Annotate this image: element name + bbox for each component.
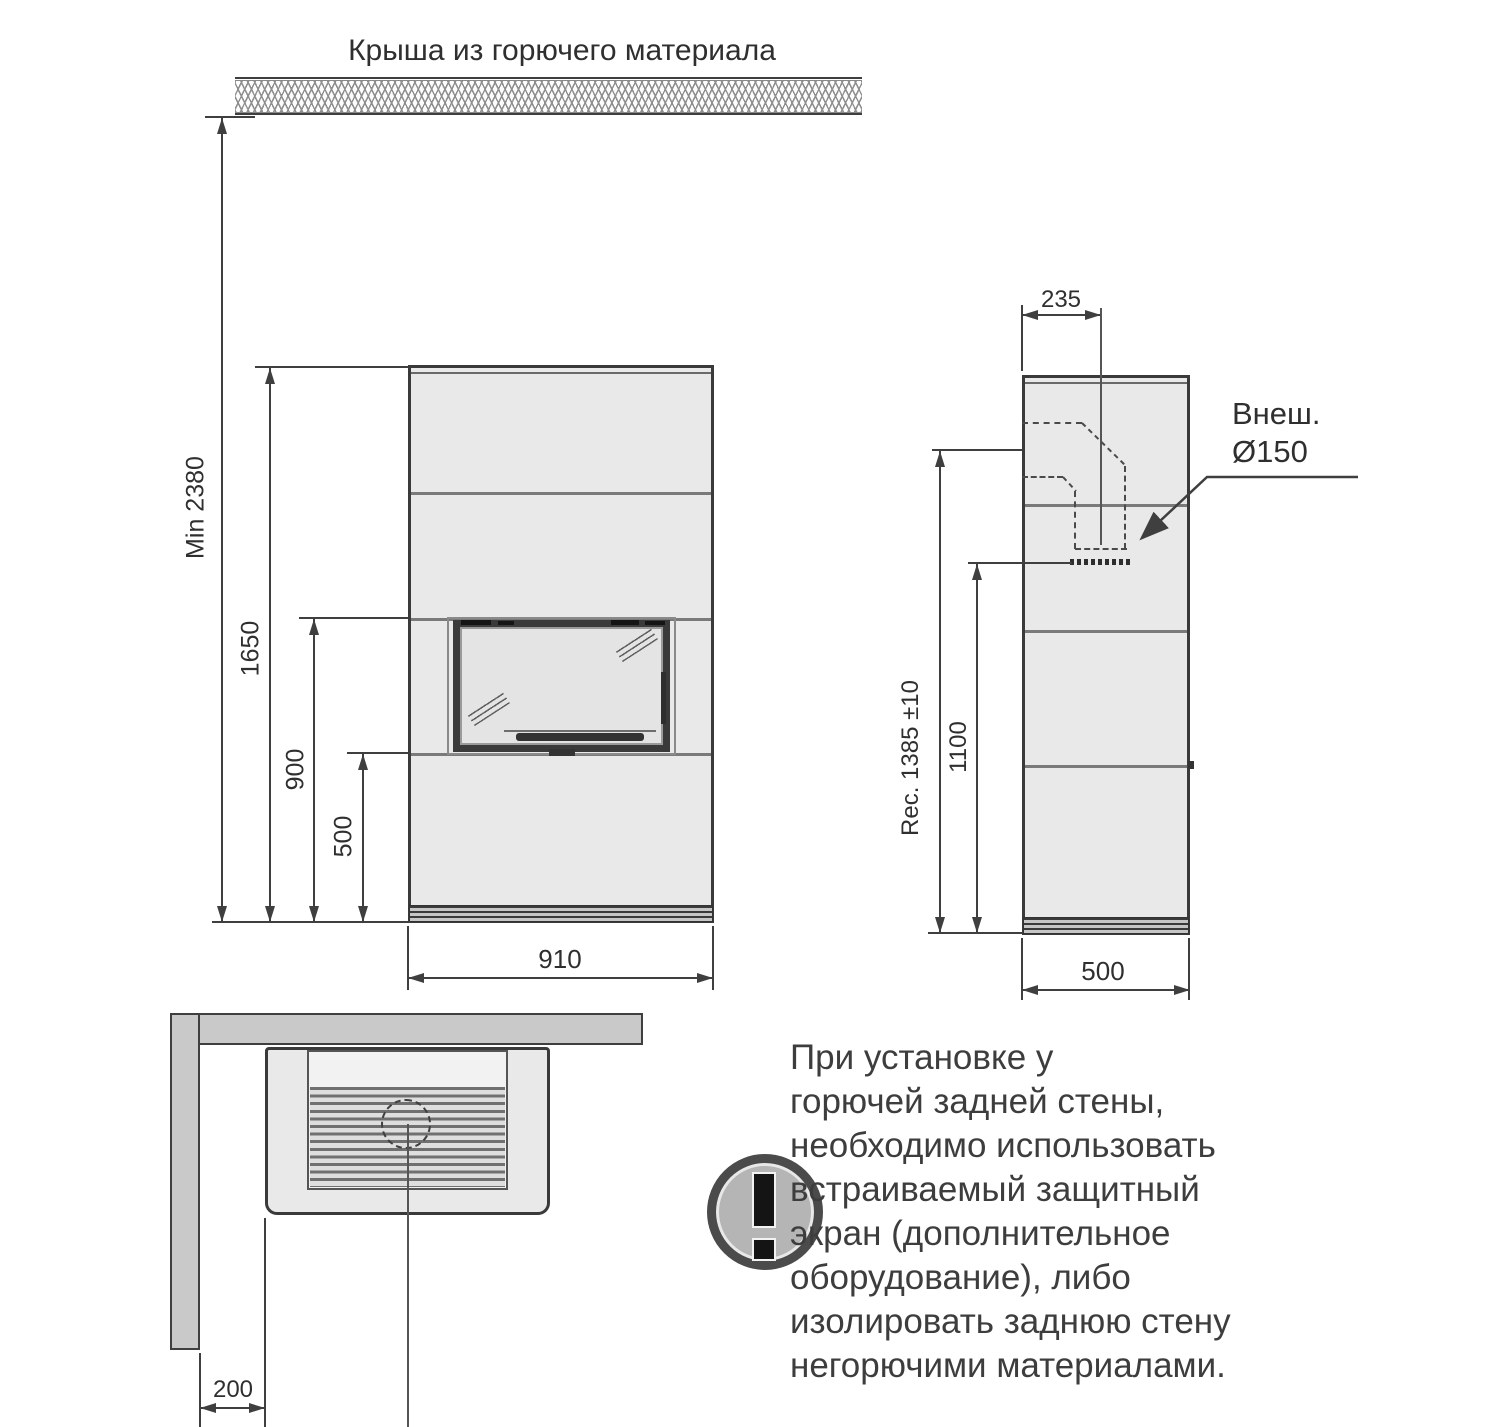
dim-arrow xyxy=(265,368,275,384)
dim-arrow xyxy=(200,1403,216,1413)
dim-arrow xyxy=(697,973,713,983)
dim-1100-line xyxy=(976,564,978,933)
dim-500s-line xyxy=(1022,989,1190,991)
firebox-vent-slot xyxy=(611,620,639,625)
side-latch-notch xyxy=(1188,761,1194,769)
warning-exclamation-dot xyxy=(752,1238,776,1261)
warning-text-line: негорючими материалами. xyxy=(790,1346,1226,1385)
dim-500s-label: 500 xyxy=(1081,956,1125,986)
warning-text-line: встраиваемый защитный xyxy=(790,1170,1200,1209)
side-panel-division-3 xyxy=(1025,765,1187,768)
side-plinth xyxy=(1023,917,1189,934)
dim-arrow xyxy=(1022,985,1038,995)
front-panel-division-1 xyxy=(411,492,711,495)
dim-arrow xyxy=(309,619,319,635)
flue-diameter-label-line1: Внеш. xyxy=(1232,396,1321,431)
warning-text xyxy=(790,1036,1350,1388)
dim-arrow xyxy=(972,917,982,933)
flue-diameter-label-line2: Ø150 xyxy=(1232,434,1308,469)
side-floor-line xyxy=(928,932,1022,934)
warning-text-line: При установке у xyxy=(790,1038,1054,1077)
dim-900-label: 900 xyxy=(281,748,310,791)
dim-arrow xyxy=(358,906,368,922)
dim-arrow xyxy=(935,917,945,933)
dim-rec1385-extension xyxy=(932,449,1022,451)
dim-rec1385-line xyxy=(939,451,941,933)
side-panel-division-1 xyxy=(1025,504,1187,507)
side-top-cap-line xyxy=(1025,382,1187,384)
roof-bottom-line xyxy=(235,113,862,115)
flue-pipe-bottom-dashed xyxy=(1022,476,1063,478)
door-handle-rail xyxy=(504,730,656,732)
dim-200-extension-left xyxy=(199,1353,201,1427)
front-plinth xyxy=(409,905,713,922)
warning-text-line: горючей задней стены, xyxy=(790,1082,1165,1121)
front-top-cap-line xyxy=(411,372,711,374)
warning-exclamation-bar xyxy=(752,1172,776,1228)
warning-text-line: необходимо использовать xyxy=(790,1126,1216,1165)
dim-200-label: 200 xyxy=(212,1376,254,1403)
dim-arrow xyxy=(309,906,319,922)
firebox-vent-slot xyxy=(645,621,665,625)
dim-arrow xyxy=(972,564,982,580)
wall-top-bar xyxy=(170,1013,643,1045)
dim-arrow xyxy=(1174,985,1190,995)
flue-collar-top-dashed xyxy=(1075,548,1127,550)
flue-pipe-top-dashed xyxy=(1022,422,1082,424)
wall-corner-patch xyxy=(173,1016,197,1043)
plan-centerline xyxy=(407,1124,409,1427)
warning-text-line: экран (дополнительное xyxy=(790,1214,1171,1253)
dim-1100-extension xyxy=(968,562,1072,564)
door-hinge xyxy=(661,672,666,724)
dim-900-line xyxy=(313,619,315,922)
flue-outlet-circle xyxy=(381,1099,431,1149)
flue-pipe-right-dashed xyxy=(1124,466,1126,549)
flue-pipe-left-dashed xyxy=(1074,491,1076,549)
dim-arrow xyxy=(217,906,227,922)
firebox-vent-slot xyxy=(498,621,514,625)
dim-arrow xyxy=(249,1403,265,1413)
dim-200-extension-right xyxy=(264,1218,266,1427)
wall-left-bar xyxy=(170,1013,200,1350)
dim-min2380-extension xyxy=(205,116,255,118)
roof-top-line xyxy=(235,77,862,79)
dim-1650-line xyxy=(269,368,271,922)
warning-text-line: оборудование), либо xyxy=(790,1258,1131,1297)
dim-rec1385-label: Rec. 1385 ±10 xyxy=(897,680,924,836)
roof-insulation-hatch xyxy=(235,80,862,113)
dim-arrow xyxy=(935,451,945,467)
dim-1650-label: 1650 xyxy=(236,620,265,677)
side-panel-division-2 xyxy=(1025,630,1187,633)
door-handle xyxy=(516,733,644,741)
dim-1650-extension xyxy=(255,366,408,368)
firebox-vent-slot xyxy=(461,620,491,625)
dim-arrow xyxy=(358,754,368,770)
dim-min2380-line xyxy=(221,118,223,922)
dim-min2380-label: Min 2380 xyxy=(181,456,210,559)
dim-1100-label: 1100 xyxy=(945,721,972,773)
dim-235-label: 235 xyxy=(1040,286,1082,313)
dim-500f-label: 500 xyxy=(329,815,358,858)
flue-centerline xyxy=(1100,308,1102,545)
side-view-stove-body xyxy=(1022,375,1190,935)
dim-arrow xyxy=(217,118,227,134)
dim-500f-line xyxy=(362,754,364,922)
dim-910-label: 910 xyxy=(538,944,582,974)
warning-text-line: изолировать заднюю стену xyxy=(790,1302,1231,1341)
door-latch xyxy=(549,749,575,756)
dim-910-line xyxy=(408,977,713,979)
dim-arrow xyxy=(408,973,424,983)
dim-arrow xyxy=(265,906,275,922)
flue-outlet-flange xyxy=(1070,559,1131,565)
roof-label: Крыша из горючего материала xyxy=(348,34,776,67)
